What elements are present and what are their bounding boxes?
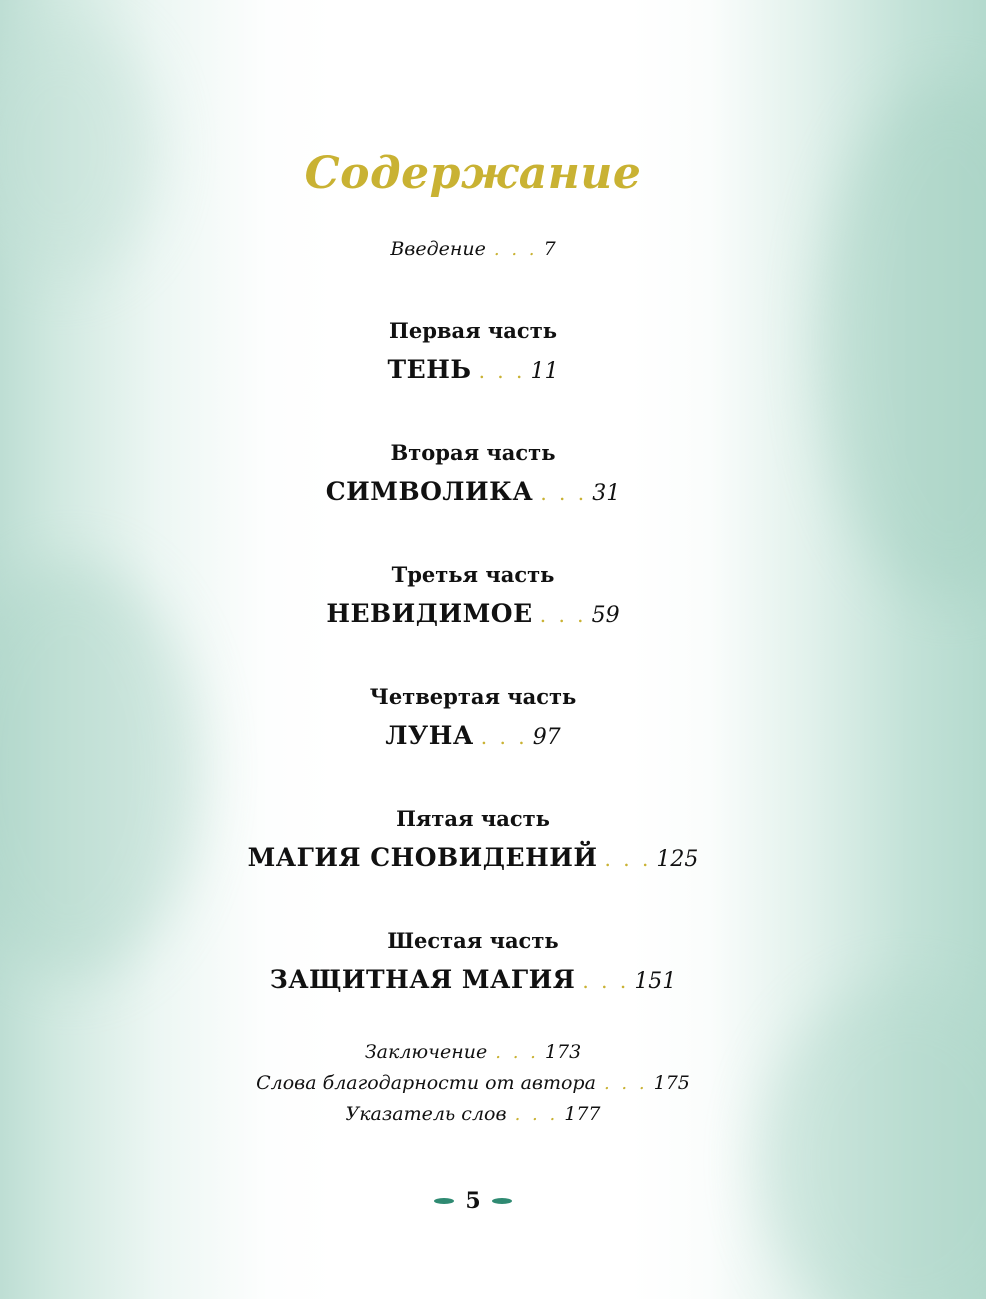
toc-part-title: ТЕНЬ bbox=[387, 355, 472, 384]
toc-leader-dots: . . . bbox=[603, 1073, 648, 1094]
toc-part-title: СИМВОЛИКА bbox=[325, 477, 534, 506]
toc-part-title: МАГИЯ СНОВИДЕНИЙ bbox=[247, 843, 598, 872]
toc-leader-dots: . . . bbox=[478, 359, 526, 383]
toc-part-label-1: Первая часть bbox=[389, 318, 557, 343]
toc-part-label-5: Пятая часть bbox=[396, 806, 550, 831]
toc-leader-dots: . . . bbox=[480, 725, 528, 749]
toc-part-3[interactable] bbox=[0, 599, 946, 628]
page-folio bbox=[0, 1188, 946, 1214]
toc-entry-intro[interactable] bbox=[0, 238, 946, 260]
toc-entry-label: Слова благодарности от автора bbox=[256, 1072, 596, 1094]
toc-page-number: 31 bbox=[592, 481, 621, 506]
page-number: 5 bbox=[465, 1188, 481, 1214]
toc-part-label-3: Третья часть bbox=[391, 562, 555, 587]
toc-leader-dots: . . . bbox=[495, 1042, 539, 1063]
toc-part-2[interactable] bbox=[0, 477, 946, 506]
toc-part-5[interactable] bbox=[0, 843, 946, 872]
leaf-ornament-icon bbox=[434, 1198, 454, 1204]
toc-leader-dots: . . . bbox=[582, 969, 630, 993]
toc-part-6[interactable] bbox=[0, 965, 946, 994]
toc-leader-dots: . . . bbox=[540, 481, 588, 505]
toc-entry-conclusion[interactable] bbox=[0, 1041, 946, 1063]
toc-entry-label: Введение bbox=[390, 238, 486, 260]
toc-page-number: 7 bbox=[543, 238, 556, 260]
toc-leader-dots: . . . bbox=[514, 1104, 559, 1125]
toc-entry-index[interactable] bbox=[0, 1103, 946, 1125]
toc-page-number: 11 bbox=[530, 359, 559, 384]
toc-leader-dots: . . . bbox=[539, 603, 587, 627]
toc-page-number: 177 bbox=[564, 1103, 601, 1125]
page-title: Содержание bbox=[304, 148, 642, 199]
toc-entry-label: Указатель слов bbox=[345, 1103, 507, 1125]
toc-page-number: 59 bbox=[591, 603, 620, 628]
toc-page-number: 175 bbox=[653, 1072, 690, 1094]
toc-page-number: 125 bbox=[656, 847, 699, 872]
toc-part-label-2: Вторая часть bbox=[390, 440, 556, 465]
toc-part-title: ЗАЩИТНАЯ МАГИЯ bbox=[269, 965, 576, 994]
toc-entry-acknowledgments[interactable] bbox=[0, 1072, 946, 1094]
toc-part-title: ЛУНА bbox=[385, 721, 474, 750]
toc-part-label-4: Четвертая часть bbox=[369, 684, 577, 709]
toc-page-number: 97 bbox=[532, 725, 561, 750]
toc-part-label-6: Шестая часть bbox=[387, 928, 559, 953]
toc-entry-label: Заключение bbox=[364, 1041, 488, 1063]
toc-page-number: 173 bbox=[544, 1041, 582, 1063]
watercolor-wash bbox=[760, 980, 986, 1299]
toc-part-1[interactable] bbox=[0, 355, 946, 384]
toc-part-title: НЕВИДИМОЕ bbox=[326, 599, 533, 628]
toc-part-4[interactable] bbox=[0, 721, 946, 750]
toc-leader-dots: . . . bbox=[604, 847, 652, 871]
toc-page-number: 151 bbox=[634, 969, 677, 994]
leaf-ornament-icon bbox=[492, 1198, 512, 1204]
toc-leader-dots: . . . bbox=[493, 239, 538, 260]
